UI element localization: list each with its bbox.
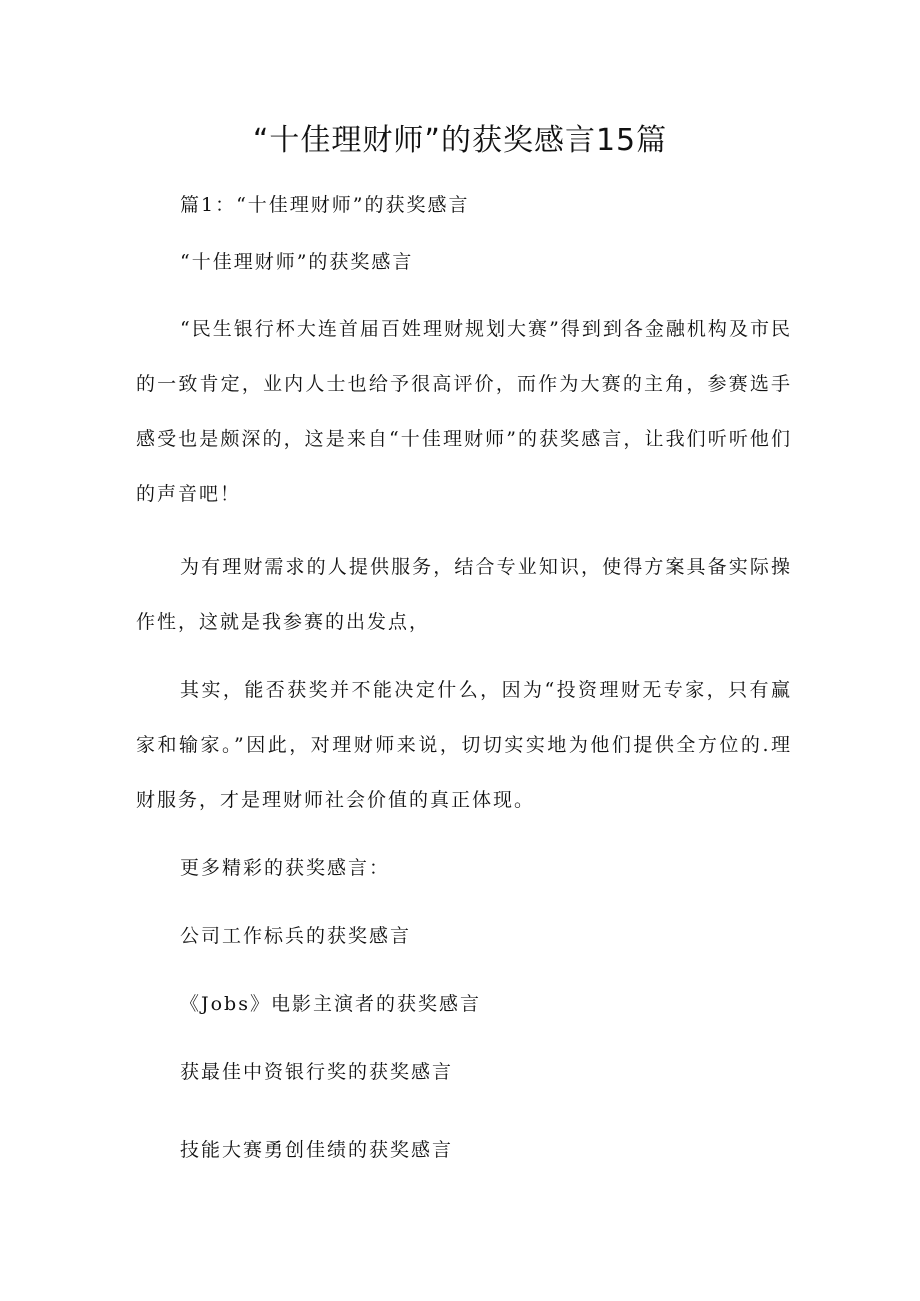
section-heading: 篇1：“十佳理财师”的获奖感言 bbox=[180, 194, 470, 216]
document-title: “十佳理财师”的获奖感言15篇 bbox=[252, 123, 668, 158]
paragraph-conclusion: 其实，能否获奖并不能决定什么，因为“投资理财无专家，只有赢家和输家。”因此，对理财师来说，切切实实地为他们提供全方位的.理财服务，才是理财师社会价值的真正体现。 bbox=[136, 679, 792, 811]
related-link-3[interactable]: 获最佳中资银行奖的获奖感言 bbox=[180, 1061, 454, 1083]
subheading: “十佳理财师”的获奖感言 bbox=[180, 251, 414, 273]
more-label: 更多精彩的获奖感言： bbox=[180, 857, 391, 879]
paragraph-intro: “民生银行杯大连首届百姓理财规划大赛”得到到各金融机构及市民的一致肯定，业内人士也给予很高评价，而作为大赛的主角，参赛选手感受也是颇深的，这是来自“十佳理财师”的获奖感言，让我们听听他们的声音吧！ bbox=[136, 318, 792, 505]
paragraph-motivation: 为有理财需求的人提供服务，结合专业知识，使得方案具备实际操作性，这就是我参赛的出发点， bbox=[136, 556, 792, 633]
related-link-2[interactable]: 《Jobs》电影主演者的获奖感言 bbox=[180, 993, 481, 1015]
related-link-1[interactable]: 公司工作标兵的获奖感言 bbox=[180, 925, 412, 947]
related-link-4[interactable]: 技能大赛勇创佳绩的获奖感言 bbox=[180, 1139, 454, 1161]
